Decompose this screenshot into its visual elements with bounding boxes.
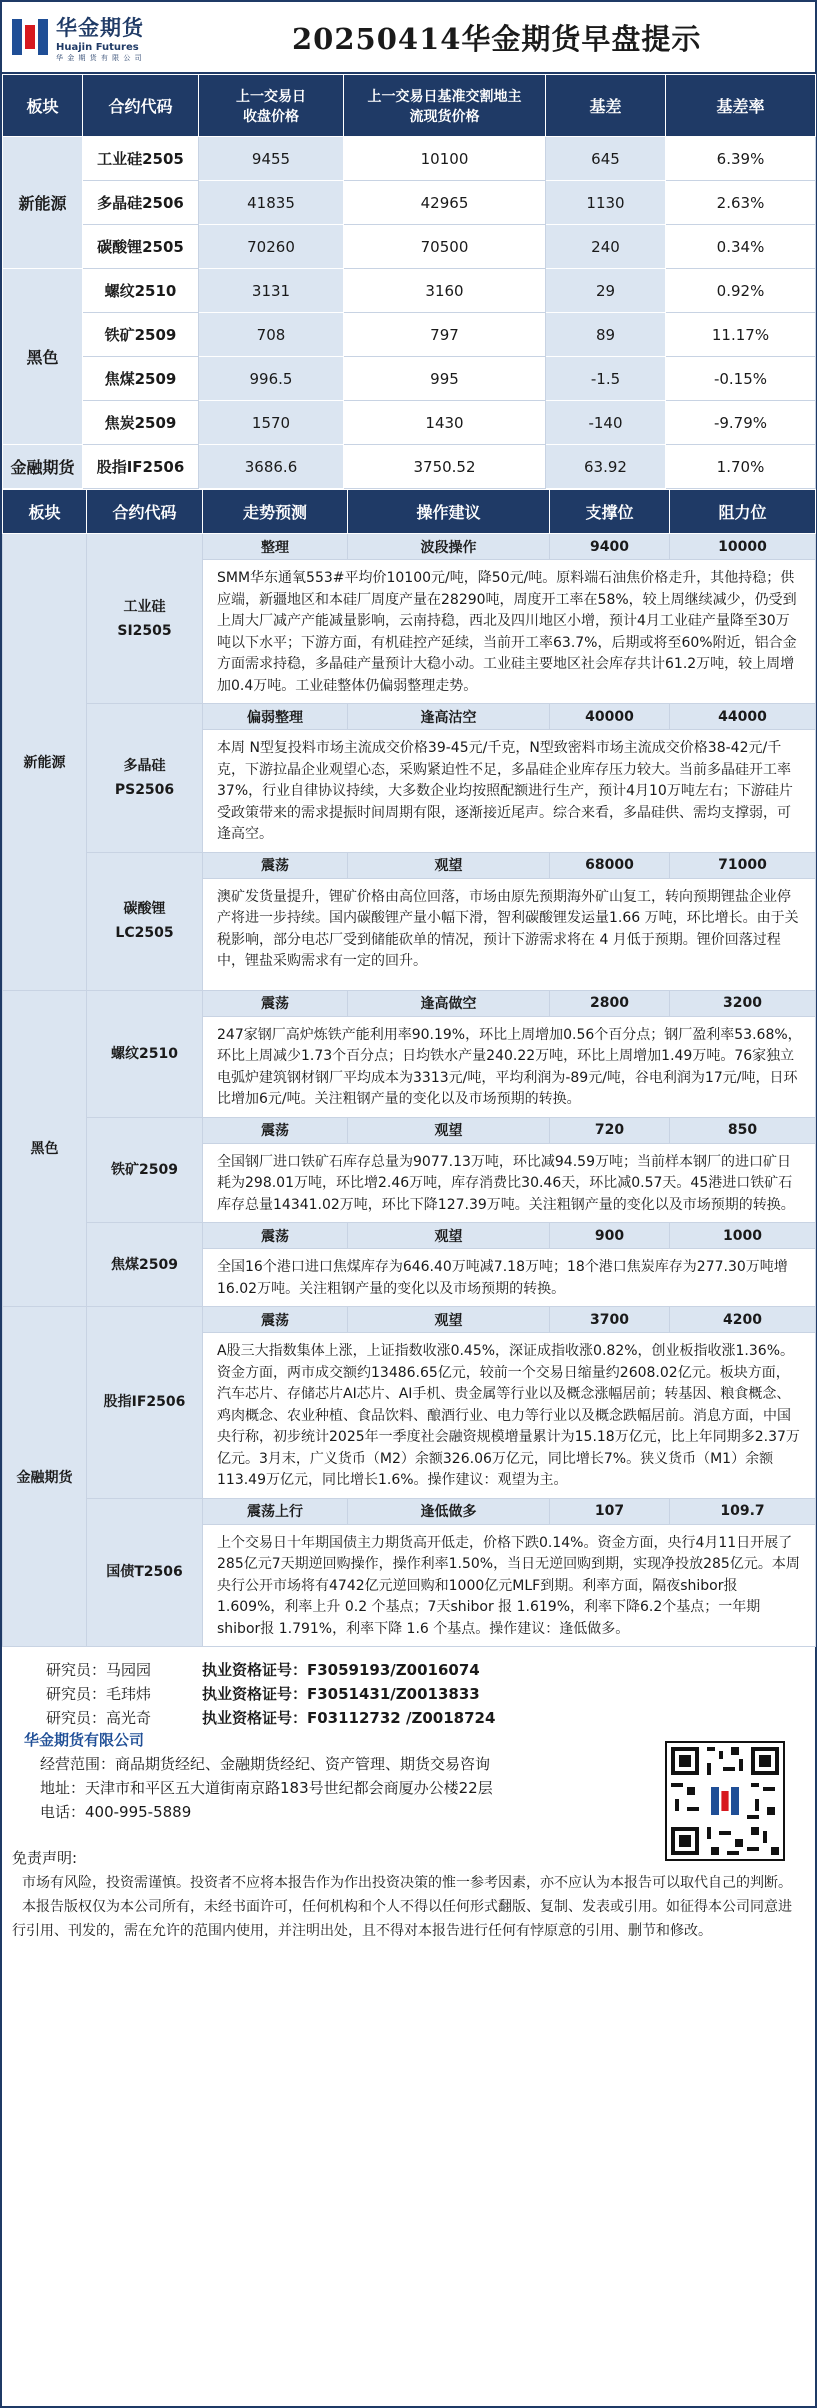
contract-code: 股指IF2506 (83, 445, 199, 489)
advice-cell: 观望 (348, 1117, 550, 1143)
basis-row (3, 225, 816, 269)
col-basis: 基差 (546, 75, 666, 137)
contract-code: 碳酸锂2505 (83, 225, 199, 269)
outlook-sub-header (3, 1223, 816, 1249)
commentary-text: 上个交易日十年期国债主力期货高开低走，价格下跌0.14%。资金方面，央行4月11日开展了285亿元7天期逆回购操作，操作利率1.50%，当日无逆回购到期，实现净投放285亿元。本周央行公开市场将有4742亿元逆回购和1000亿元MLF到期。利率方面，隔夜shibor报1.609%，利率上升 0.2 个基点；7天shibor 报 1.619%，利率下降6.2个基点；一年期shibor报 1.791%，利率下降 1.6 个基点。操作建议：逢低做多。 (203, 1524, 816, 1647)
basis-table (2, 74, 816, 489)
support-cell: 107 (550, 1498, 670, 1524)
value-cell: -140 (546, 401, 666, 445)
staff-name: 研究员：高光奇 (46, 1708, 152, 1727)
value-cell: 70500 (344, 225, 546, 269)
col-support: 支撑位 (550, 490, 670, 534)
col-advice: 操作建议 (348, 490, 550, 534)
col-resistance: 阻力位 (670, 490, 816, 534)
commentary-text: 全国钢厂进口铁矿石库存总量为9077.13万吨，环比减94.59万吨；当前样本钢厂的进口矿日耗为298.01万吨，环比增2.46万吨，库存消费比30.46天，环比减0.57天。45港进口铁矿石库存总量14341.02万吨，环比下降127.39万吨。关注粗钢产量的变化以及市场预期的转换。 (203, 1143, 816, 1223)
brand-name-en: Huajin Futures (56, 41, 139, 53)
basis-row (3, 401, 816, 445)
contract-code: 工业硅2505 (83, 137, 199, 181)
value-cell: 3686.6 (199, 445, 344, 489)
value-cell: 995 (344, 357, 546, 401)
advice-cell: 逢低做多 (348, 1498, 550, 1524)
col-sector: 板块 (3, 75, 83, 137)
resist-cell: 109.7 (670, 1498, 816, 1524)
value-cell: 996.5 (199, 357, 344, 401)
support-cell: 68000 (550, 852, 670, 878)
value-cell: 2.63% (666, 181, 816, 225)
brand-logo (2, 12, 232, 63)
huajin-logo-icon (12, 19, 48, 55)
commentary-text: 247家钢厂高炉炼铁产能利用率90.19%，环比上周增加0.56个百分点；钢厂盈利率53.68%，环比上周减少1.73个百分点；日均铁水产量240.22万吨，环比上周增加1.49万吨。76家独立电弧炉建筑钢材钢厂平均成本为3313元/吨，平均利润为-89元/吨，谷电利润为17元/吨，日环比增加6元/吨。关注粗钢产量的变化以及市场预期的转换。 (203, 1016, 816, 1117)
advice-cell: 逢高做空 (348, 990, 550, 1016)
report-footer (2, 1647, 815, 2099)
disclaimer-text-2: 本报告版权仅为本公司所有，未经书面许可，任何机构和个人不得以任何形式翻版、复制、发表或引用。如征得本公司同意进行引用、刊发的，需在允许的范围内使用，并注明出处，且不得对本报告进行任何有悖原意的引用、删节和修改。 (12, 1899, 792, 1939)
support-cell: 720 (550, 1117, 670, 1143)
basis-row (3, 269, 816, 313)
value-cell: 3131 (199, 269, 344, 313)
disclaimer-text-1: 市场有风险，投资需谨慎。投资者不应将本报告作为作出投资决策的惟一参考因素，亦不应认为本报告可以取代自己的判断。 (22, 1875, 792, 1891)
brand-name-cn: 华金期货 (56, 15, 144, 40)
contract-code: 国债T2506 (87, 1498, 203, 1647)
basis-row (3, 137, 816, 181)
sector-cell: 黑色 (3, 990, 87, 1307)
value-cell: 29 (546, 269, 666, 313)
value-cell: 645 (546, 137, 666, 181)
basis-row (3, 181, 816, 225)
support-cell: 900 (550, 1223, 670, 1249)
commentary-text: A股三大指数集体上涨，上证指数收涨0.45%，深证成指收涨0.82%，创业板指收涨1.36%。资金方面，两市成交额约13486.65亿元，较前一个交易日缩量约2608.02亿元。板块方面，汽车芯片、存储芯片AI芯片、AI手机、贵金属等行业以及概念涨幅居前；转基因、粮食概念、鸡肉概念、农业种植、食品饮料、酿酒行业、电力等行业以及概念跌幅居前。消息方面，中国央行称，初步统计2025年一季度社会融资规模增量累计为15.18万亿元，比上年同期多2.37万亿元。3月末，广义货币（M2）余额326.06万亿元，同比增长7%。狭义货币（M1）余额113.49万亿元，同比增长1.6%。操作建议：观望为主。 (203, 1333, 816, 1499)
qr-code-icon (665, 1741, 785, 1861)
contract-code: 碳酸锂 LC2505 (87, 852, 203, 990)
advice-cell: 波段操作 (348, 534, 550, 560)
staff-license: 执业资格证号：F03112732 /Z0018724 (202, 1708, 496, 1727)
trend-cell: 震荡 (203, 1223, 348, 1249)
staff-license: 执业资格证号：F3051431/Z0013833 (202, 1684, 480, 1703)
value-cell: 0.34% (666, 225, 816, 269)
commentary-text: 全国16个港口进口焦煤库存为646.40万吨减7.18万吨；18个港口焦炭库存为277.30万吨增16.02万吨。关注粗钢产量的变化以及市场预期的转换。 (203, 1249, 816, 1307)
outlook-sub-header (3, 1117, 816, 1143)
value-cell: 41835 (199, 181, 344, 225)
value-cell: 708 (199, 313, 344, 357)
contract-code: 焦煤2509 (83, 357, 199, 401)
resist-cell: 10000 (670, 534, 816, 560)
value-cell: 0.92% (666, 269, 816, 313)
contract-code: 焦炭2509 (83, 401, 199, 445)
company-phone: 电话：400-995-5889 (40, 1803, 192, 1821)
sector-cell: 金融期货 (3, 445, 83, 489)
contract-code: 螺纹2510 (87, 990, 203, 1117)
staff-row (2, 1657, 815, 1681)
col-code2: 合约代码 (87, 490, 203, 534)
support-cell: 3700 (550, 1307, 670, 1333)
support-cell: 40000 (550, 704, 670, 730)
contract-code: 多晶硅 PS2506 (87, 704, 203, 853)
trend-cell: 震荡 (203, 1117, 348, 1143)
sector-cell: 黑色 (3, 269, 83, 445)
trend-cell: 震荡上行 (203, 1498, 348, 1524)
sector-cell: 新能源 (3, 534, 87, 991)
value-cell: -1.5 (546, 357, 666, 401)
resist-cell: 71000 (670, 852, 816, 878)
disclaimer-title: 免责声明: (12, 1849, 78, 1867)
commentary-text: 本周 N型复投料市场主流成交价格39-45元/千克，N型致密料市场主流成交价格38-42元/千克，下游拉晶企业观望心态，采购紧迫性不足，多晶硅企业库存压力较大。当前多晶硅开工率37%，行业自律协议持续，大多数企业均按照配额进行生产，预计4月10万吨左右；下游硅片受政策带来的需求提振时间周期有限，逐渐接近尾声。综合来看，多晶硅供、需均支撑弱，可逢高空。 (203, 730, 816, 853)
support-cell: 9400 (550, 534, 670, 560)
value-cell: 11.17% (666, 313, 816, 357)
col-basis-rate: 基差率 (666, 75, 816, 137)
col-spot: 上一交易日基准交割地主 流现货价格 (344, 75, 546, 137)
value-cell: 1.70% (666, 445, 816, 489)
trend-cell: 震荡 (203, 990, 348, 1016)
outlook-sub-header (3, 704, 816, 730)
contract-code: 螺纹2510 (83, 269, 199, 313)
resist-cell: 44000 (670, 704, 816, 730)
support-cell: 2800 (550, 990, 670, 1016)
contract-code: 股指IF2506 (87, 1307, 203, 1499)
value-cell: 1570 (199, 401, 344, 445)
advice-cell: 观望 (348, 1223, 550, 1249)
resist-cell: 3200 (670, 990, 816, 1016)
outlook-table-header (3, 490, 816, 534)
report-header (2, 2, 815, 74)
basis-row (3, 445, 816, 489)
brand-sub: 华 金 期 货 有 限 公 司 (56, 53, 143, 62)
business-scope: 经营范围：商品期货经纪、金融期货经纪、资产管理、期货交易咨询 (40, 1755, 491, 1773)
resist-cell: 1000 (670, 1223, 816, 1249)
trend-cell: 震荡 (203, 852, 348, 878)
advice-cell: 逢高沽空 (348, 704, 550, 730)
col-code: 合约代码 (83, 75, 199, 137)
outlook-table (2, 489, 816, 1647)
value-cell: 6.39% (666, 137, 816, 181)
sector-cell: 新能源 (3, 137, 83, 269)
basis-row (3, 357, 816, 401)
value-cell: 1130 (546, 181, 666, 225)
resist-cell: 4200 (670, 1307, 816, 1333)
trend-cell: 震荡 (203, 1307, 348, 1333)
contract-code: 铁矿2509 (83, 313, 199, 357)
staff-row (2, 1681, 815, 1705)
contract-code: 工业硅 SI2505 (87, 534, 203, 704)
outlook-sub-header (3, 1498, 816, 1524)
basis-row (3, 313, 816, 357)
value-cell: 70260 (199, 225, 344, 269)
sector-cell: 金融期货 (3, 1307, 87, 1647)
resist-cell: 850 (670, 1117, 816, 1143)
contract-code: 多晶硅2506 (83, 181, 199, 225)
company-name: 华金期货有限公司 (24, 1731, 145, 1749)
trend-cell: 偏弱整理 (203, 704, 348, 730)
value-cell: 9455 (199, 137, 344, 181)
staff-name: 研究员：马园园 (46, 1660, 152, 1679)
staff-license: 执业资格证号：F3059193/Z0016074 (202, 1660, 480, 1679)
value-cell: 1430 (344, 401, 546, 445)
value-cell: 10100 (344, 137, 546, 181)
staff-name: 研究员：毛玮炜 (46, 1684, 152, 1703)
contract-code: 焦煤2509 (87, 1223, 203, 1307)
company-address: 地址：天津市和平区五大道街南京路183号世纪都会商厦办公楼22层 (40, 1779, 493, 1797)
trend-cell: 整理 (203, 534, 348, 560)
value-cell: 240 (546, 225, 666, 269)
value-cell: -0.15% (666, 357, 816, 401)
value-cell: 63.92 (546, 445, 666, 489)
value-cell: 3160 (344, 269, 546, 313)
staff-row (2, 1705, 815, 1729)
value-cell: 3750.52 (344, 445, 546, 489)
value-cell: 42965 (344, 181, 546, 225)
col-sector2: 板块 (3, 490, 87, 534)
commentary-text: SMM华东通氧553#平均价10100元/吨，降50元/吨。原料端石油焦价格走升，其他持稳；供应端，新疆地区和本硅厂周度产量在28290吨，周度开工率在58%，较上周继续减少，仍受到上周大厂减产产能减量影响，云南持稳，西北及四川地区小增，预计4月工业硅产量降至30万吨以下水平；下游方面，有机硅控产延续，当前开工率63.7%，后期或将至60%附近，铝合金方面需求持稳，多晶硅产量预计大稳小动。工业硅主要地区社会库存共计61.2万吨，较上周增加0.4万吨。工业硅整体仍偏弱整理走势。 (203, 560, 816, 704)
outlook-sub-header (3, 1307, 816, 1333)
commentary-text: 澳矿发货量提升，锂矿价格由高位回落，市场由原先预期海外矿山复工，转向预期锂盐企业停产将进一步持续。国内碳酸锂产量小幅下滑，智利碳酸锂发运量1.66 万吨，环比增长。由于关税影响，部分电芯厂受到储能砍单的情况，预计下游需求将在 4 月低于预期。锂价回落过程中，锂盐采购需求有一定的回升。 (203, 878, 816, 990)
outlook-sub-header (3, 990, 816, 1016)
outlook-sub-header (3, 852, 816, 878)
value-cell: 89 (546, 313, 666, 357)
value-cell: -9.79% (666, 401, 816, 445)
advice-cell: 观望 (348, 852, 550, 878)
outlook-sub-header (3, 534, 816, 560)
col-trend: 走势预测 (203, 490, 348, 534)
basis-table-header (3, 75, 816, 137)
col-close: 上一交易日 收盘价格 (199, 75, 344, 137)
advice-cell: 观望 (348, 1307, 550, 1333)
report-title: 20250414华金期货早盘提示 (292, 21, 702, 56)
contract-code: 铁矿2509 (87, 1117, 203, 1223)
value-cell: 797 (344, 313, 546, 357)
